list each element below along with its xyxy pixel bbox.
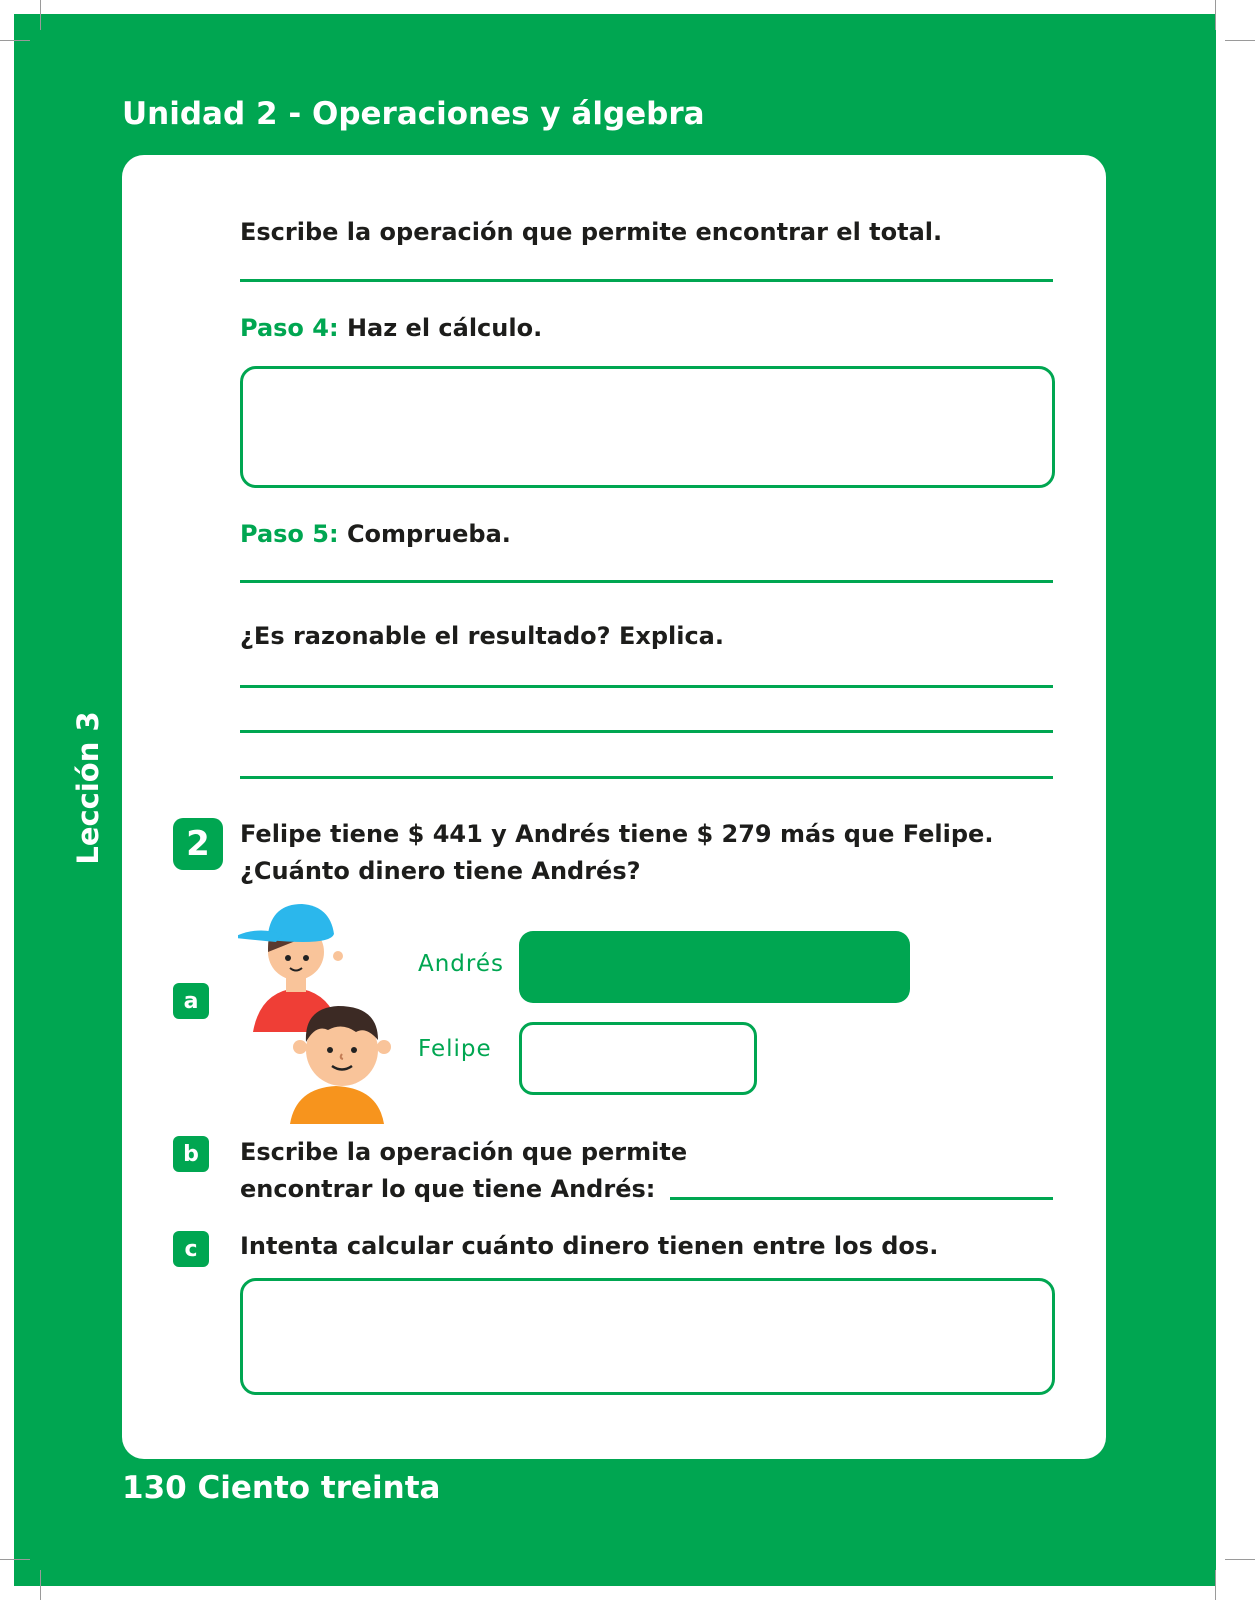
part-c-text: Intenta calcular cuánto dinero tienen entre los dos.	[240, 1232, 939, 1260]
step-4-label: Paso 4:	[240, 314, 339, 342]
step-5-text: Comprueba.	[346, 520, 511, 548]
answer-line-operation[interactable]	[240, 279, 1053, 282]
andres-bar-label: Andrés	[418, 951, 504, 977]
crop-mark	[0, 40, 30, 41]
reasonable-question: ¿Es razonable el resultado? Explica.	[240, 622, 724, 650]
felipe-bar-label: Felipe	[418, 1036, 492, 1062]
part-c-answer-box[interactable]	[240, 1278, 1055, 1395]
lesson-side-label: Lección 3	[71, 711, 105, 865]
crop-mark	[1225, 40, 1255, 41]
part-b-badge: b	[173, 1136, 209, 1172]
step-4-heading	[240, 310, 542, 346]
crop-mark	[1215, 0, 1216, 30]
answer-line-explain-1[interactable]	[240, 685, 1053, 688]
crop-mark	[1215, 1570, 1216, 1600]
part-b-line-1: Escribe la operación que permite	[240, 1138, 688, 1166]
crop-mark	[40, 0, 41, 30]
unit-title: Unidad 2 - Operaciones y álgebra	[122, 96, 705, 132]
problem-2-line-1: Felipe tiene $ 441 y Andrés tiene $ 279 más que Felipe.	[240, 820, 994, 848]
answer-line-explain-2[interactable]	[240, 730, 1053, 733]
crop-mark	[0, 1559, 30, 1560]
crop-mark	[40, 1570, 41, 1600]
felipe-bar	[519, 1022, 757, 1095]
step-5-heading	[240, 516, 511, 552]
answer-line-explain-3[interactable]	[240, 776, 1053, 779]
crop-mark	[1225, 1559, 1255, 1560]
part-b-line-2: encontrar lo que tiene Andrés:	[240, 1175, 656, 1203]
problem-2-line-2: ¿Cuánto dinero tiene Andrés?	[240, 857, 641, 885]
calculation-box[interactable]	[240, 366, 1055, 488]
children-illustration	[238, 900, 398, 1124]
andres-bar	[519, 931, 910, 1003]
write-operation-instruction: Escribe la operación que permite encontrar el total.	[240, 218, 943, 246]
part-a-badge: a	[173, 983, 209, 1019]
step-5-label: Paso 5:	[240, 520, 339, 548]
part-c-badge: c	[173, 1231, 209, 1267]
problem-number-badge: 2	[173, 818, 223, 870]
answer-line-part-b[interactable]	[670, 1197, 1053, 1200]
answer-line-check[interactable]	[240, 580, 1053, 583]
page-number: 130 Ciento treinta	[122, 1470, 441, 1506]
step-4-text: Haz el cálculo.	[346, 314, 543, 342]
